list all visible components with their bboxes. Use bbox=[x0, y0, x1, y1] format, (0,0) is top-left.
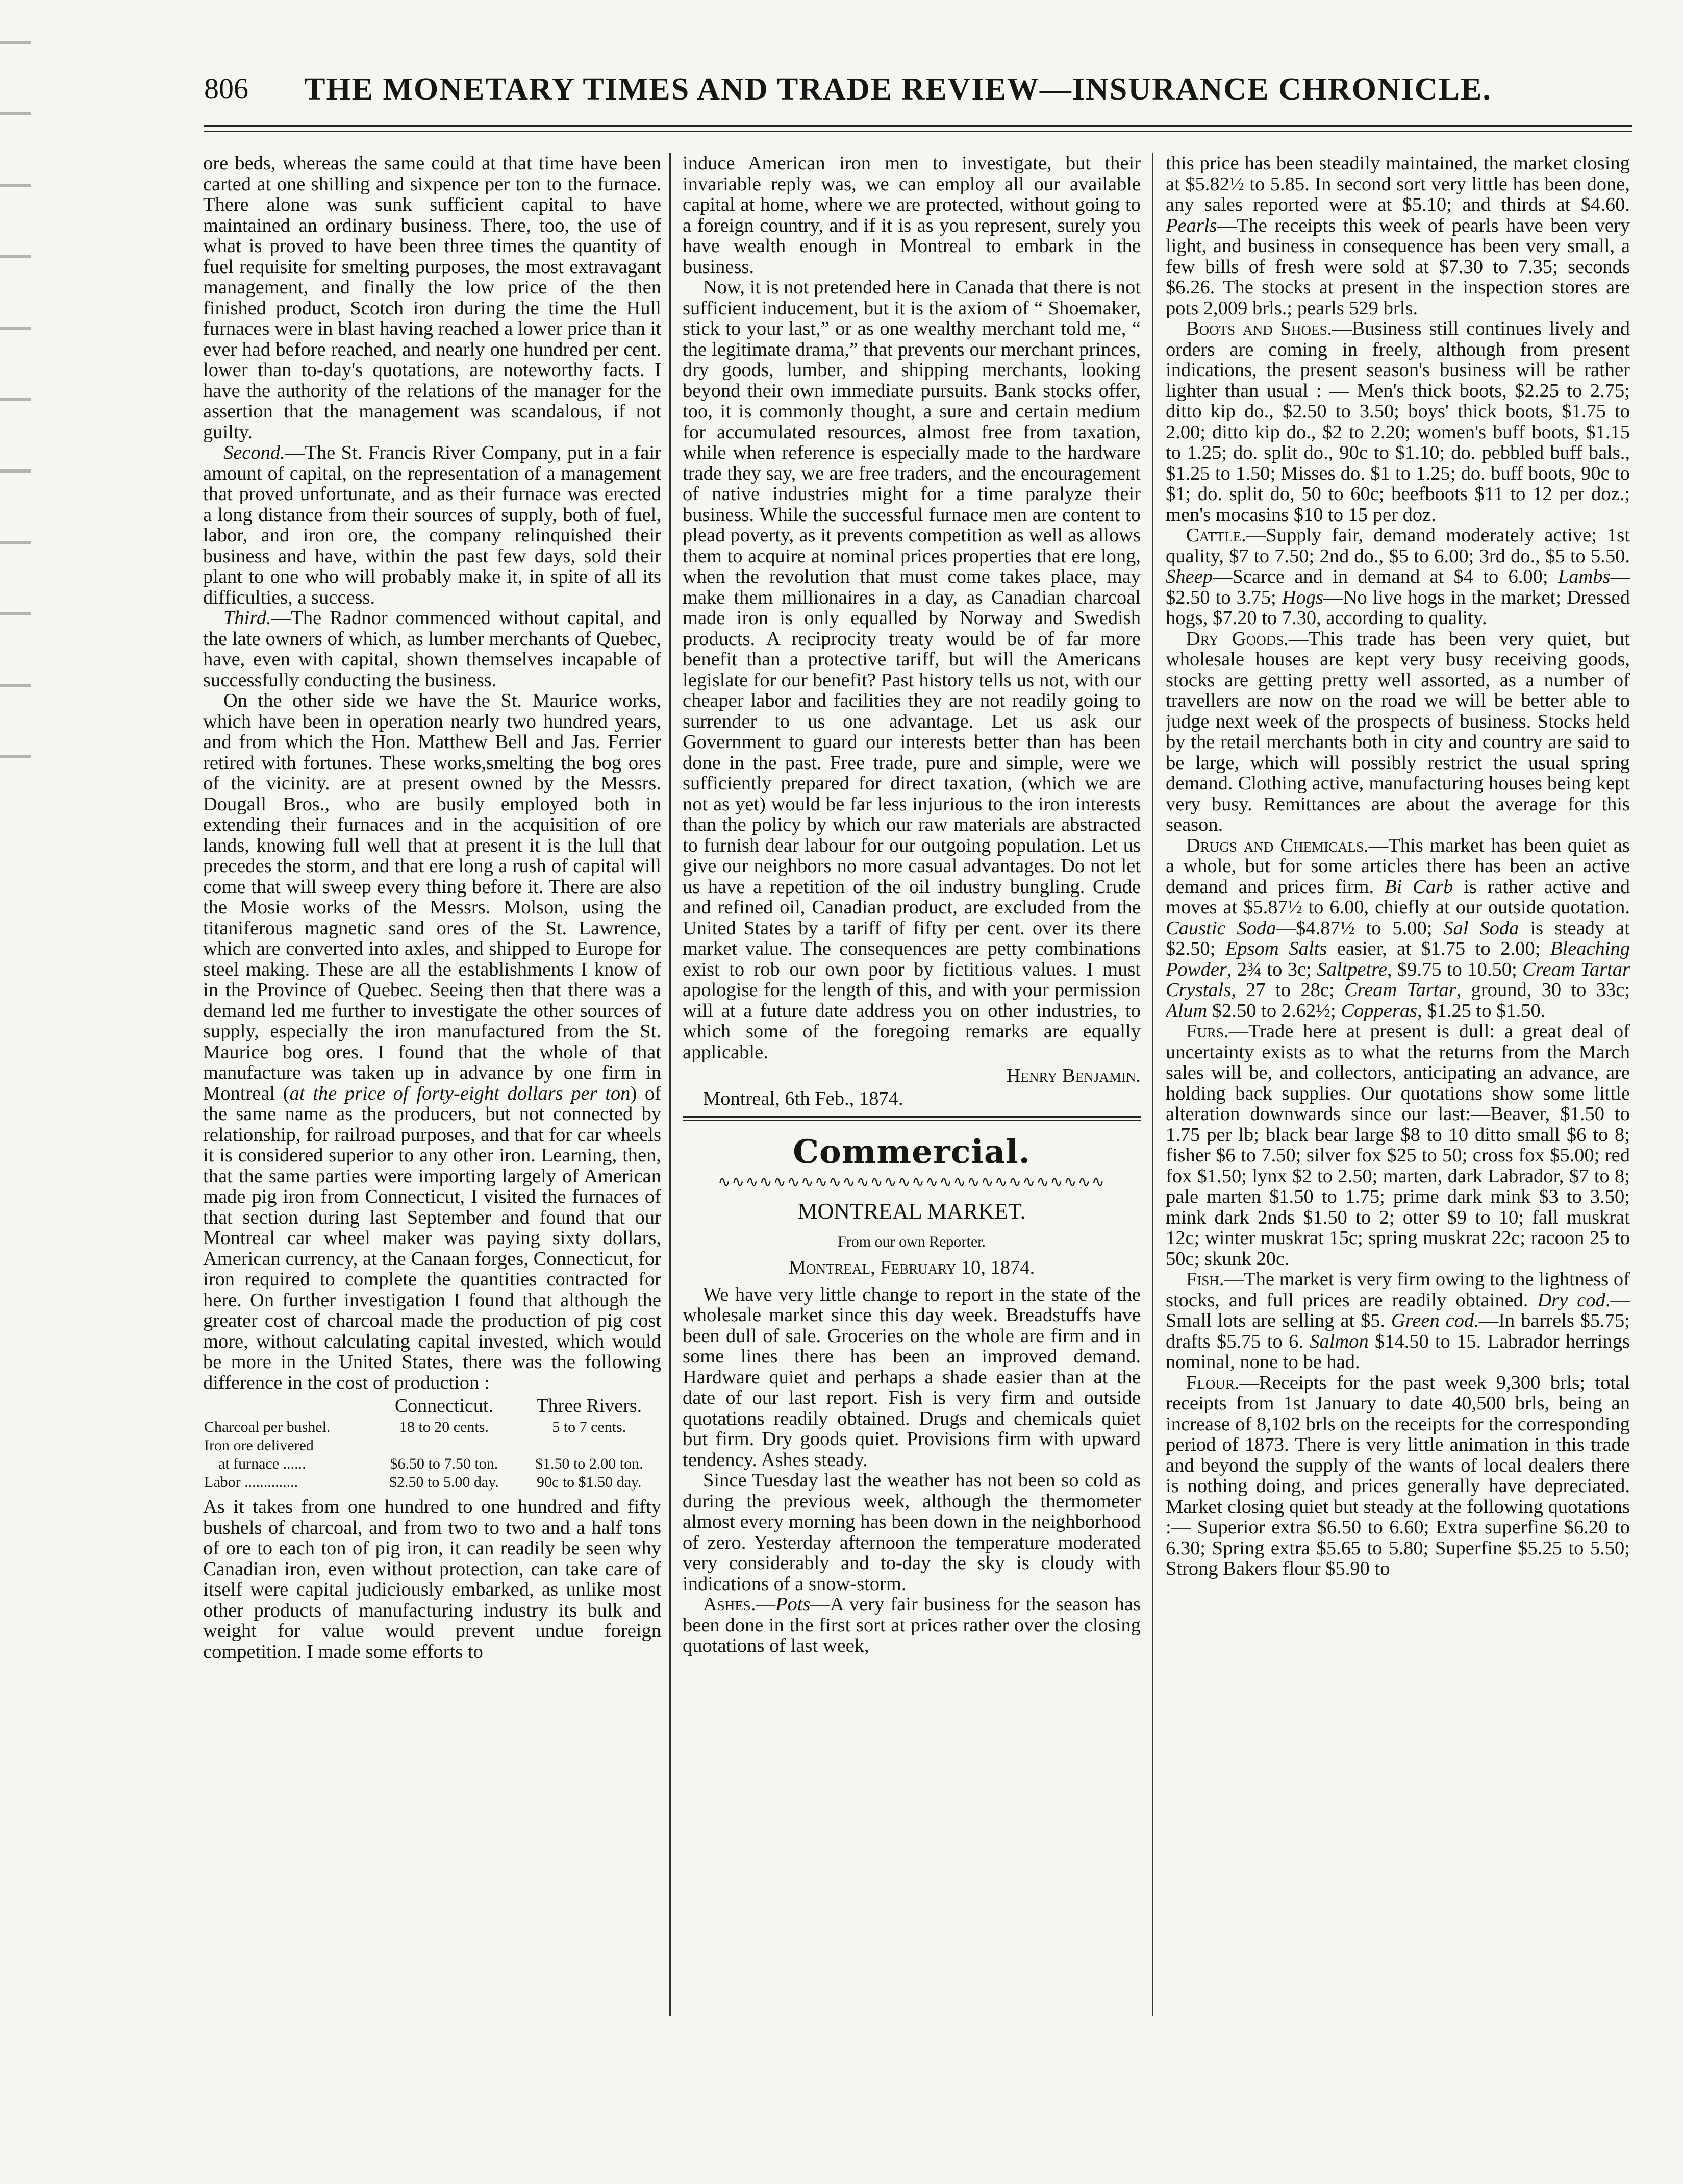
paragraph-text: —$4.87½ to 5.00; bbox=[1276, 917, 1444, 939]
paragraph: We have very little change to report in the state of the wholesale market since this day week. Breadstuffs have been dull of sale. Groceries on the whole are firm and in some lines there has been an improved demand. Hardware quiet and perhaps a shade easier than at the date of our last report. Fish is very firm and outside quotations readily obtained. Drugs and chemicals quiet but firm. Dry goods quiet. Provisions firm with upward tendency. Ashes steady. bbox=[683, 1283, 1141, 1471]
paragraph-text: —Business still continues lively and orders are coming in freely, although from present indications, the present season's business will be rather lighter than usual : — Men's thick boots, $2.25 to 2.75; ditto kip do., $2.50 to 3.50; boys' thick boots, $1.75 to 2.00; ditto kip do., $2 to 2.20; women's buff boots, $1.15 to 1.25; do. split do., 90c to $1.10; do. pebbled buff bals., $1.25 to 1.50; Misses do. $1 to 1.25; do. buff boots, 90c to $1; do. split do, 50 to 60c; beefboots $11 to 12 per doz.; men's mocasins $10 to 15 per doz. bbox=[1166, 318, 1630, 526]
table-cell bbox=[517, 1436, 661, 1455]
table-cell: Iron ore delivered bbox=[204, 1437, 314, 1454]
reporter-credit: From our own Reporter. bbox=[838, 1233, 986, 1250]
paragraph-text: —The Radnor commenced without capital, and the late owners of which, as lumber merchants of Quebec, have, even with capital, shown themselves incapable of successfully conducting the business. bbox=[203, 607, 661, 691]
paragraph-text: this price has been steadily maintained, the market closing at $5.82½ to 5.85. In second sort very little has been done, any sales reported were at $5.10; and thirds at $4.60. bbox=[1166, 153, 1630, 215]
paragraph-text: $14.50 to 15. Labrador herrings nominal, none to be had. bbox=[1166, 1330, 1630, 1373]
paragraph bbox=[1166, 835, 1630, 1022]
paragraph: Ashes.—Pots—A very fair business for the season has been done in the first sort at prices rather over the closing quotations of last week, bbox=[683, 1594, 1141, 1656]
paragraph: As it takes from one hundred to one hundred and fifty bushels of charcoal, and from two to two and a half tons of ore to each ton of pig iron, it can readily be seen why Canadian iron, even without protection, can take care of itself were capital judiciously embarked, as unlike most other products of manufacturing industry its bulk and weight for value would prevent undue foreign competition. I made some efforts to bbox=[203, 1496, 661, 1662]
paragraph-italic: Cream Tartar Crystals bbox=[1166, 958, 1630, 1001]
paragraph-text: , $1.25 to $1.50. bbox=[1417, 1000, 1546, 1022]
paragraph-italic: Green cod bbox=[1391, 1310, 1474, 1331]
paragraph-italic: Caustic Soda bbox=[1166, 917, 1276, 939]
paragraph-lead: Drugs and Chemicals. bbox=[1186, 834, 1369, 856]
paragraph-text: —The St. Francis River Company, put in a fair amount of capital, on the representation of a management that proved unfortunate, and as their furnace was erected a long distance from their sources of supply, both of fuel, labor, and iron ore, the company relinquished their business and have, within the past few days, sold their plant to one who will probably make it, in spite of all its difficulties, a success. bbox=[203, 442, 661, 608]
table-row bbox=[203, 1436, 661, 1455]
paragraph-text: —Trade here at present is dull: a great deal of uncertainty exists as to what the returns from the March sales will be, and collectors, anticipating an advance, are holding back supplies. Our quotations show some little alteration downwards since our last:—Beaver, $1.50 to 1.75 per lb; black bear large $8 to 10 ditto small $6 to 8; fisher $6 to 7.50; silver fox $25 to 50; cross fox $5.00; red fox $1.50; lynx $2 to 2.50; marten, dark Labrador, $7 to 8; pale marten $1.50 to 1.75; prime dark mink $3 to 3.50; mink dark 2nds $1.50 to 2; otter $9 to 10; fall muskrat 12c; winter muskrat 15c; spring muskrat 22c; racoon 25 to 50c; skunk 20c. bbox=[1166, 1021, 1630, 1270]
paragraph-text: —The receipts this week of pearls have been very light, and business in consequence has been very small, a few bills of fresh were sold at $7.30 to 7.35; seconds $6.26. The stocks at present in the inspection stores are pots 2,009 brls.; pearls 529 brls. bbox=[1166, 214, 1630, 319]
paragraph-text: —This trade has been very quiet, but wholesale houses are kept very busy receiving goods, stocks are getting pretty well assorted, as a number of travellers are now on the road we will be better able to judge next week of the prospects of business. Stocks held by the retail merchants both in city and country are said to be large, which will possibly restrict the usual spring demand. Clothing active, manufacturing houses being kept very busy. Remittances are about the average for this season. bbox=[1166, 628, 1630, 835]
paragraph-text: On the other side we have the St. Maurice works, which have been in operation nearly two hundred years, and from which the Hon. Matthew Bell and Jas. Ferrier retired with fortunes. These works,smelting the bog ores of the vicinity. are at present owned by the Messrs. Dougall Bros., who are busily employed both in extending their furnaces and in the acquisition of ore lands, knowing full well that at present it is the lull that precedes the storm, and that ere long a rush of capital will come that will sweep every thing before it. There are also the Mosie works of the Messrs. Molson, using the titaniferous magnetic sand ores of the St. Lawrence, which are converted into axles, and shipped to Europe for steel making. These are all the establishments I know of in the Province of Quebec. Seeing then that there was a demand led me further to investigate the other sources of supply, especially the iron manufactured from the St. Maurice bog ores. I found that the whole of that manufacture was taken up in advance by one firm in Montreal ( bbox=[203, 690, 661, 1104]
paragraph-italic: Copperas bbox=[1341, 1000, 1418, 1022]
paragraph-lead: Second. bbox=[223, 442, 285, 463]
header-rule bbox=[204, 125, 1632, 127]
paragraph-italic: Epsom Salts bbox=[1225, 938, 1327, 959]
paragraph-text: easier, at $1.75 to 2.00; bbox=[1327, 938, 1550, 959]
paragraph-italic: Bleaching Powder bbox=[1166, 938, 1630, 980]
paragraph-text: is rather active and moves at $5.87½ to 6.00, chiefly at our outside quotation. bbox=[1166, 876, 1630, 918]
paragraph-text: , 2¾ to 3c; bbox=[1226, 958, 1317, 980]
paragraph bbox=[1166, 318, 1630, 525]
table-cell: 5 to 7 cents. bbox=[552, 1419, 626, 1435]
paragraph-text: , ground, 30 to 33c; bbox=[1456, 979, 1630, 1001]
paragraph-italic: Saltpetre bbox=[1317, 958, 1387, 980]
table-cell: 18 to 20 cents. bbox=[399, 1419, 489, 1435]
scan-edge-marks bbox=[0, 0, 31, 765]
paragraph-italic: Pearls bbox=[1166, 214, 1217, 236]
paragraph-italic: Sheep bbox=[1166, 566, 1213, 587]
paragraph-text: —No live hogs in the market; Dressed hogs, $7.20 to 7.30, according to quality. bbox=[1166, 586, 1630, 629]
paragraph-lead: Ashes. bbox=[703, 1594, 756, 1615]
paragraph-italic: Salmon bbox=[1310, 1330, 1369, 1352]
paragraph bbox=[203, 608, 661, 690]
table-header: Three Rivers. bbox=[536, 1395, 642, 1417]
paragraph bbox=[203, 442, 661, 608]
signature: Henry Benjamin. bbox=[1006, 1065, 1141, 1086]
paragraph-italic: Bi Carb bbox=[1385, 876, 1453, 898]
section-title: Commercial. bbox=[793, 1133, 1031, 1171]
table-cell: $1.50 to 2.00 ton. bbox=[535, 1455, 643, 1472]
table-row bbox=[203, 1473, 661, 1492]
table-cell: Charcoal per bushel. bbox=[204, 1419, 331, 1435]
paragraph-text: —A very fair business for the season has been done in the first sort at prices rather over the closing quotations of last week, bbox=[683, 1594, 1141, 1656]
table-row bbox=[203, 1455, 661, 1473]
paragraph-italic: Dry cod bbox=[1537, 1289, 1605, 1311]
paragraph-text: $2.50 to 2.62½; bbox=[1207, 1000, 1341, 1022]
paragraph-text: .—Small lots are selling at $5. bbox=[1166, 1289, 1630, 1331]
paragraph bbox=[1166, 153, 1630, 318]
paragraph-lead: Fish. bbox=[1186, 1269, 1224, 1290]
paragraph-text: —Scarce and in demand at $4 to 6.00; bbox=[1212, 566, 1558, 587]
table-header: Connecticut. bbox=[394, 1395, 493, 1417]
page-header bbox=[204, 71, 1530, 117]
table-cell bbox=[371, 1436, 517, 1455]
paragraph-lead: Flour. bbox=[1186, 1372, 1240, 1394]
section-rule-thin bbox=[683, 1120, 1141, 1121]
column-1 bbox=[203, 153, 661, 2143]
paragraph-text: —Supply fair, demand moderately active; 1st quality, $7 to 7.50; 2nd do., $5 to 6.00; 3rd do., $5 to 5.50. bbox=[1166, 525, 1630, 567]
dateline: Montreal, 6th Feb., 1874. bbox=[703, 1087, 903, 1109]
paragraph-italic: Cream Tartar bbox=[1344, 979, 1456, 1001]
paragraph bbox=[1166, 525, 1630, 629]
paragraph-lead: Cattle. bbox=[1186, 525, 1246, 546]
paragraph-italic: Sal Soda bbox=[1443, 917, 1519, 939]
paragraph: Since Tuesday last the weather has not been so cold as during the previous week, although the thermometer almost every morning has been down in the neighborhood of zero. Yesterday afternoon the temperature moderated very considerably and to-day the sky is cloudy with indications of a snow-storm. bbox=[683, 1470, 1141, 1595]
table-cell: 90c to $1.50 day. bbox=[537, 1474, 642, 1491]
paragraph-lead: Boots and Shoes. bbox=[1186, 318, 1333, 339]
column-divider bbox=[1152, 153, 1153, 2016]
table-cell: at furnace ...... bbox=[218, 1455, 306, 1472]
paragraph bbox=[1166, 1373, 1630, 1579]
column-3 bbox=[1166, 153, 1630, 2143]
sub-heading: MONTREAL MARKET. bbox=[797, 1199, 1026, 1224]
paragraph-italic: at the price of forty-eight dollars per ton bbox=[289, 1082, 631, 1104]
paragraph bbox=[1166, 1021, 1630, 1269]
column-divider bbox=[669, 153, 671, 2016]
paragraph-text: —This market has been quiet as a whole, but for some articles there has been an active demand and prices firm. bbox=[1166, 834, 1630, 898]
paragraph-text: —Receipts for the past week 9,300 brls; total receipts from 1st January to date 40,500 brls, being an increase of 8,102 brls on the receipts for the corresponding period of 1873. There is very little animation in this trade and beyond the supply of the wants of local dealers there is nothing doing, and prices generally have depreciated. Market closing quiet but steady at the following quotations :— Superior extra $6.50 to 6.60; Extra superfine $6.20 to 6.30; Spring extra $5.65 to 5.80; Superfine $5.25 to 5.50; Strong Bakers flour $5.90 to bbox=[1166, 1372, 1630, 1579]
market-date: Montreal, February 10, 1874. bbox=[788, 1257, 1035, 1278]
paragraph-lead: Third. bbox=[223, 607, 271, 629]
column-2 bbox=[683, 153, 1141, 2143]
paragraph-lead: Furs. bbox=[1186, 1021, 1229, 1042]
paragraph-italic: Alum bbox=[1166, 1000, 1208, 1022]
paragraph-italic: Hogs bbox=[1282, 586, 1324, 608]
table-cell: $2.50 to 5.00 day. bbox=[389, 1474, 499, 1491]
section-rule bbox=[683, 1116, 1141, 1118]
paragraph-italic: Pots bbox=[775, 1594, 811, 1615]
table-cell: $6.50 to 7.50 ton. bbox=[390, 1455, 498, 1472]
paragraph: Now, it is not pretended here in Canada that there is not sufficient inducement, but it is the axiom of “ Shoemaker, stick to your last,” or as one wealthy merchant told me, “ the legitimate drama,” that prevents our merchant princes, dry goods, lumber, and shipping merchants, looking beyond their own immediate pursuits. Bank stocks offer, too, it is commonly thought, a sure and certain medium for accumulated resources, almost free from taxation, while when reference is especially made to the hardware trade they say, we are free traders, and the encouragement of native industries might for a time paralyze their business. While the successful furnace men are content to plead poverty, as it prevents competition as well as allows them to acquire at nominal prices properties that ere long, when the revolution that must come takes place, may make them millionaires in a day, as Canadian charcoal made iron is only equalled by Norway and Swedish products. A reciprocity treaty would be of far more benefit than a protective tariff, but will the Americans legislate for our benefit? Past history tells us not, with our cheaper labor and facilities they are not readily going to surrender to us one advantage. Let us ask our Government to guard our interests better than has been done in the past. Free trade, pure and simple, were we sufficiently prepared for direct taxation, (which we are not as yet) would be far less injurious to the iron interests than the policy by which our raw materials are abstracted to furnish dear labour for our outgoing population. Let us give our neighbors no more casual advantages. Do not let us have a repetition of the oil industry bungling. Crude and refined oil, Canadian product, are excluded from the United States by a tariff of fifty per cent. over its there market value. The consequences are petty combinations exist to rob our own poor by fictitious values. I must apologise for the length of this, and with your permission will at a future date address you on other industries, to which some of the foregoing remarks are equally applicable. bbox=[683, 277, 1141, 1063]
running-title: THE MONETARY TIMES AND TRADE REVIEW—INSURANCE CHRONICLE. bbox=[304, 72, 1492, 107]
table-row bbox=[203, 1418, 661, 1436]
cost-table bbox=[203, 1396, 661, 1492]
paragraph: induce American iron men to investigate, but their invariable reply was, we can employ all our available capital at home, where we are protected, without going to a foreign country, and if it is as you represent, surely you have wealth enough in Montreal to embark in the business. bbox=[683, 153, 1141, 278]
paragraph-text: , $9.75 to 10.50; bbox=[1387, 958, 1523, 980]
paragraph-lead: Dry Goods. bbox=[1186, 628, 1289, 650]
page-number: 806 bbox=[204, 72, 248, 105]
paragraph-text: ) of the same name as the producers, but not connected by relationship, for railroad purposes, and that for car wheels it is considered superior to any other iron. Learning, then, that the same parties were importing largely of American made pig iron from Connecticut, I visited the furnaces of that section during last September and found that our Montreal car wheel maker was paying sixty dollars, American currency, at the Canaan forges, Connecticut, for iron required to complete the quantities contracted for here. On further investigation I found that although the greater cost of charcoal made the production of pig cost more, without calculating capital invested, which would be more in the United States, there was the following difference in the cost of production : bbox=[203, 1082, 661, 1394]
paragraph bbox=[1166, 629, 1630, 835]
table-cell: Labor .............. bbox=[204, 1474, 298, 1491]
paragraph-text: , 27 to 28c; bbox=[1231, 979, 1344, 1001]
paragraph-text: —$2.50 to 3.75; bbox=[1166, 566, 1630, 608]
paragraph-text: .—In barrels $5.75; drafts $5.75 to 6. bbox=[1166, 1310, 1630, 1352]
paragraph-text: —The market is very firm owing to the lightness of stocks, and full prices are readily obtained. bbox=[1166, 1269, 1630, 1311]
header-rule-thin bbox=[204, 131, 1632, 132]
paragraph bbox=[1166, 1269, 1630, 1373]
ornamental-rule: ∿∿∿∿∿∿∿∿∿∿∿∿∿∿∿∿∿∿∿∿∿∿∿∿∿∿∿∿ bbox=[718, 1174, 1106, 1190]
paragraph-italic: Lambs bbox=[1558, 566, 1611, 587]
paragraph bbox=[203, 690, 661, 1393]
paragraph: ore beds, whereas the same could at that time have been carted at one shilling and sixpence per ton to the furnace. There alone was sunk sufficient capital to have maintained an ordinary business. There, too, the use of what is proved to have been three times the quantity of fuel requisite for smelting purposes, the most extravagant management, and finally the low price of the then finished product, Scotch iron during the time the Hull furnaces were in blast having reached a lower price than it ever had before reached, and nearly one hundred per cent. lower than to-day's quotations, are noteworthy facts. I have the authority of the relations of the manager for the assertion that the management was scandalous, if not guilty. bbox=[203, 153, 661, 443]
paragraph-text: is steady at $2.50; bbox=[1166, 917, 1630, 959]
